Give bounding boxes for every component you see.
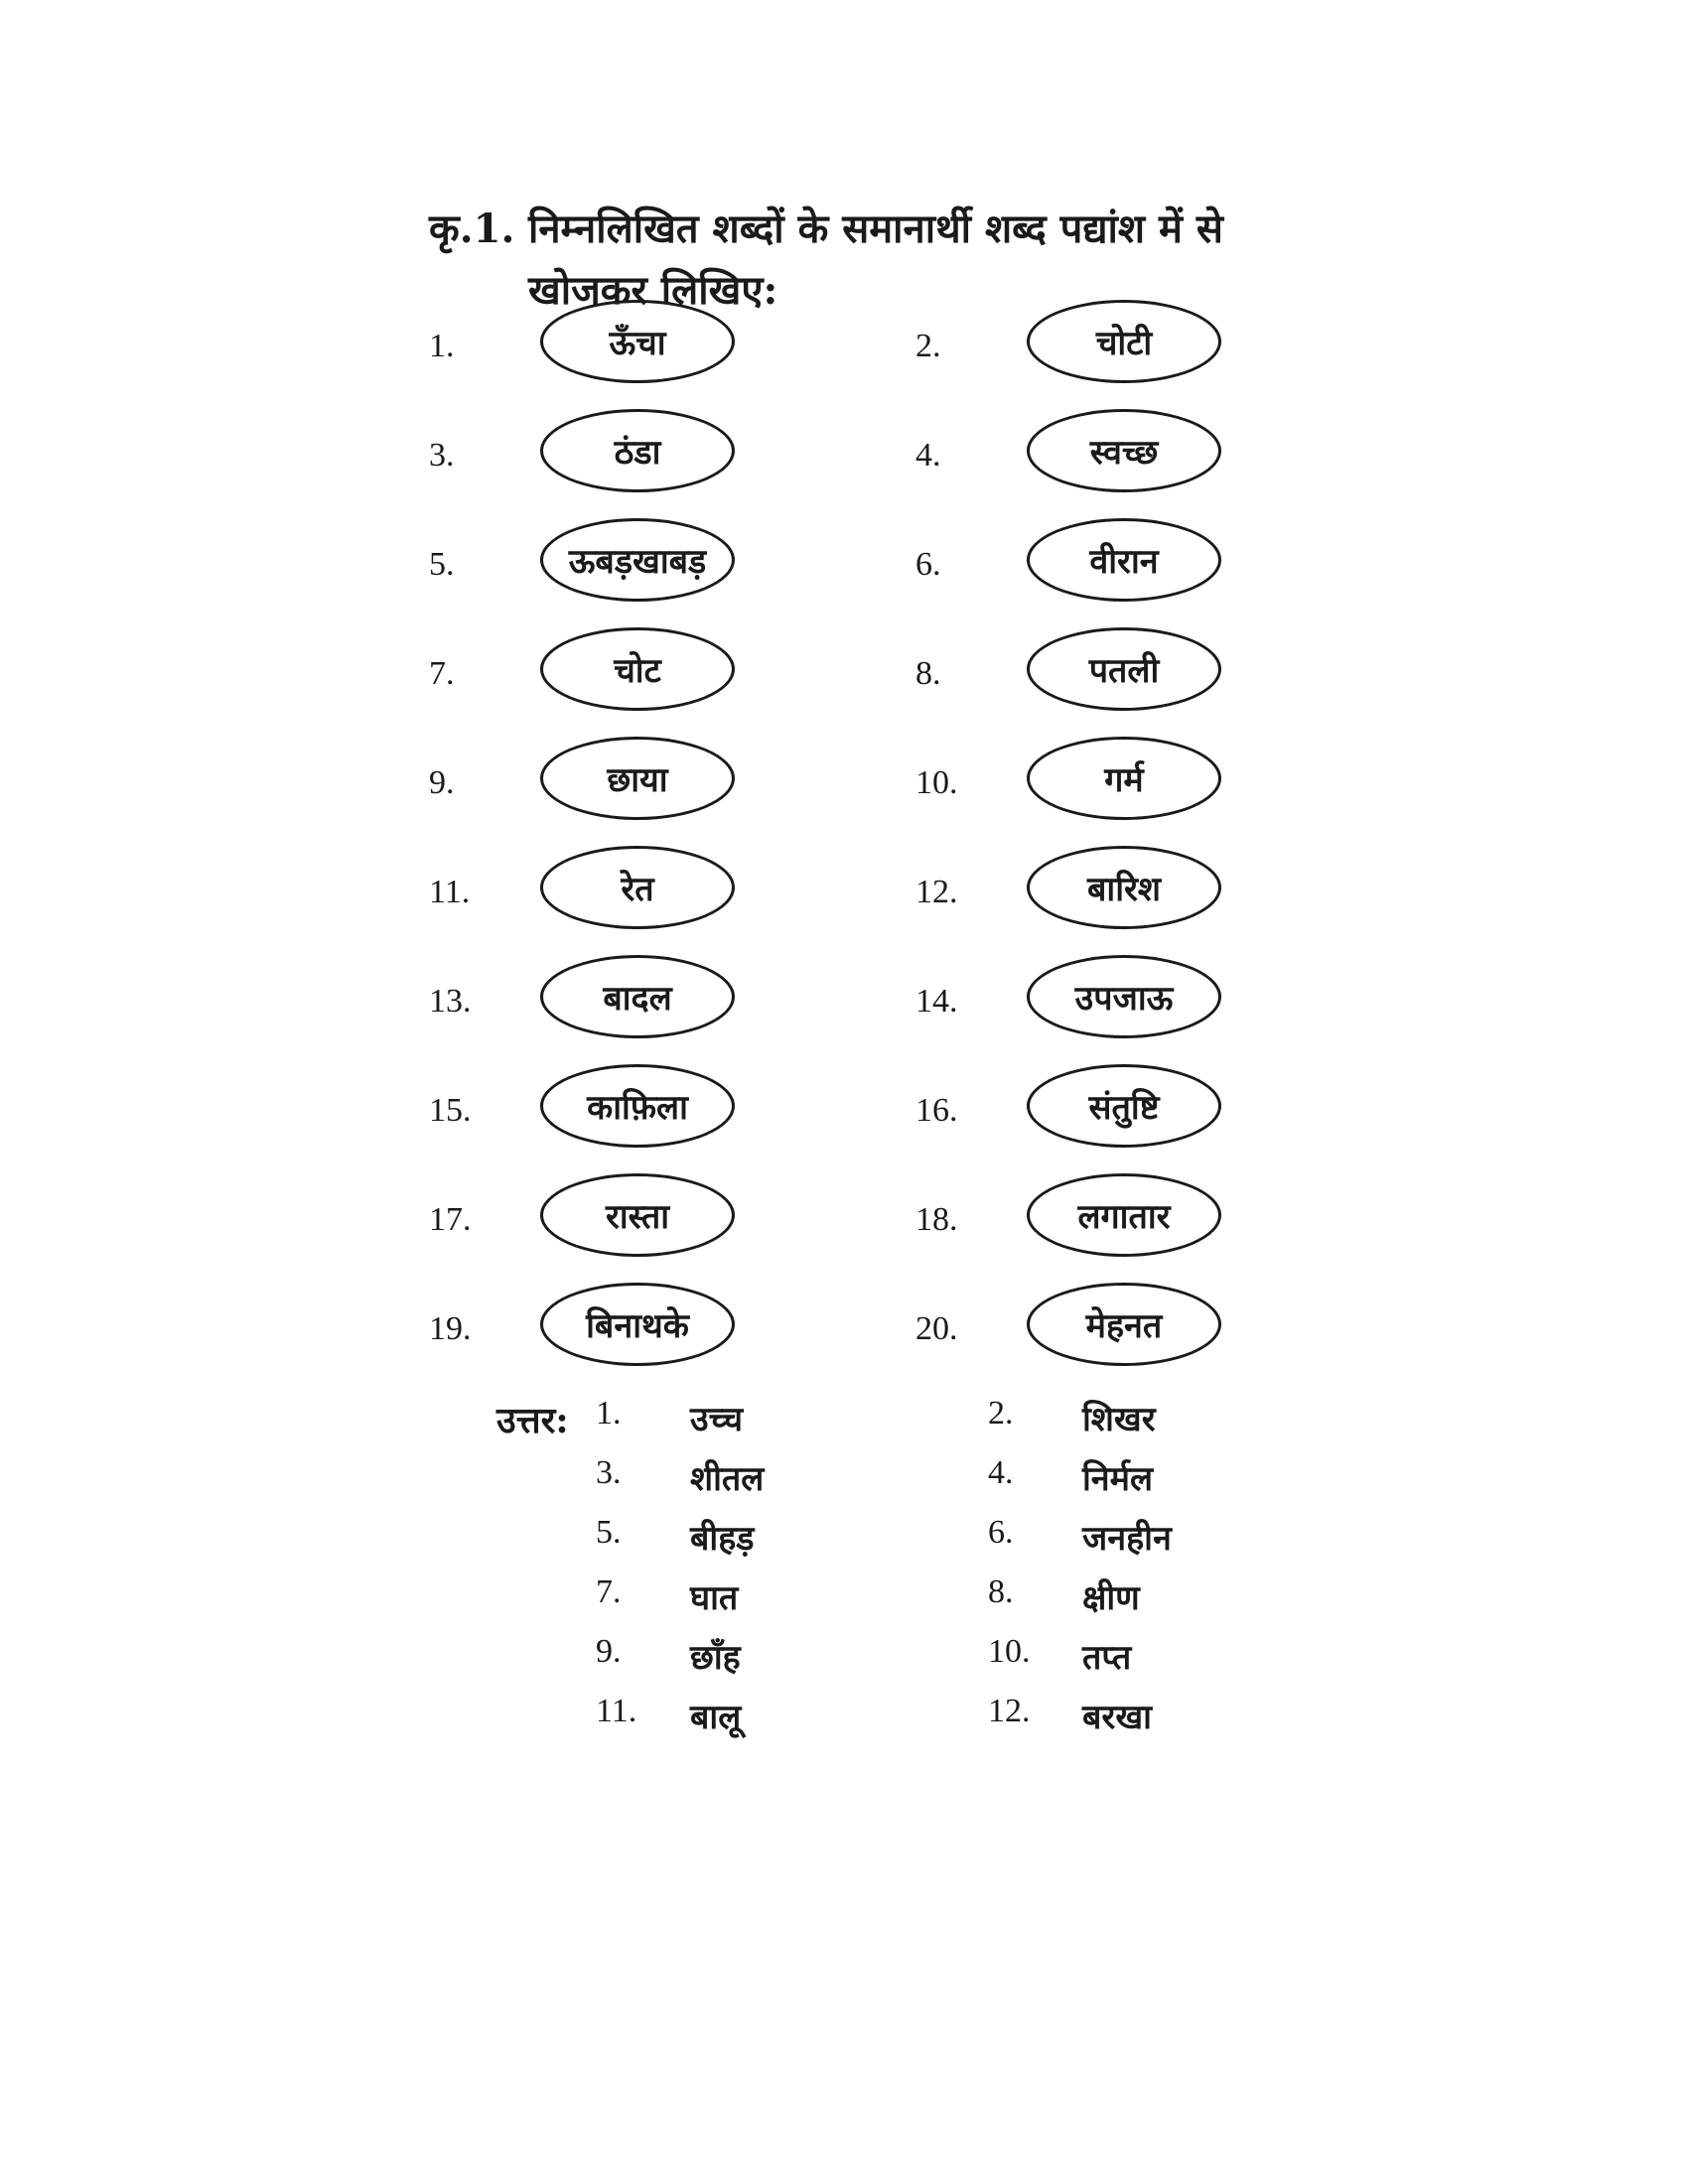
item-number: 13. [429, 983, 472, 1020]
item-number: 8. [915, 655, 941, 692]
answer-word: क्षीण [1082, 1578, 1140, 1618]
circled-word: चोट [540, 627, 735, 711]
grid-row [429, 735, 1263, 844]
item-number: 7. [429, 655, 455, 692]
answer-row [496, 1633, 1291, 1693]
circled-word: संतुष्टि [1027, 1064, 1221, 1148]
item-number: 1. [429, 328, 455, 364]
question-number: कृ.1. [429, 205, 515, 252]
answer-number: 6. [988, 1514, 1014, 1551]
circled-word: बादल [540, 955, 735, 1038]
item-number: 11. [429, 874, 471, 910]
answer-word: तप्त [1082, 1638, 1132, 1678]
question-text-line2: खोजकर लिखिए: [528, 267, 778, 314]
answer-word: शिखर [1082, 1400, 1156, 1439]
answer-row [496, 1514, 1291, 1573]
answer-number: 7. [596, 1573, 622, 1610]
grid-row [429, 407, 1263, 516]
answer-word: बालू [690, 1698, 742, 1737]
answer-word: बीहड़ [690, 1519, 755, 1559]
item-number: 10. [915, 764, 958, 801]
answer-row [496, 1573, 1291, 1633]
item-number: 9. [429, 764, 455, 801]
answer-word: छाँह [690, 1638, 741, 1678]
answer-number: 4. [988, 1454, 1014, 1491]
item-number: 14. [915, 983, 958, 1020]
answer-row [496, 1454, 1291, 1514]
grid-row [429, 516, 1263, 625]
answer-number: 3. [596, 1454, 622, 1491]
grid-row [429, 625, 1263, 735]
answer-word: बरखा [1082, 1698, 1152, 1737]
word-grid [429, 298, 1263, 1390]
answer-word: जनहीन [1082, 1519, 1172, 1559]
item-number: 16. [915, 1092, 958, 1129]
item-number: 20. [915, 1310, 958, 1347]
circled-word: ठंडा [540, 409, 735, 492]
circled-word: ऊँचा [540, 300, 735, 383]
answer-number: 11. [596, 1693, 637, 1729]
grid-row [429, 1281, 1263, 1390]
grid-row [429, 1062, 1263, 1171]
answer-word: घात [690, 1578, 739, 1618]
answer-row [496, 1693, 1291, 1752]
answer-word: निर्मल [1082, 1459, 1154, 1499]
circled-word: वीरान [1027, 518, 1221, 602]
answer-number: 1. [596, 1395, 622, 1432]
item-number: 5. [429, 546, 455, 583]
circled-word: लगातार [1027, 1173, 1221, 1257]
circled-word: मेहनत [1027, 1283, 1221, 1366]
circled-word: पतली [1027, 627, 1221, 711]
circled-word: रास्ता [540, 1173, 735, 1257]
item-number: 4. [915, 437, 941, 474]
circled-word: छाया [540, 737, 735, 820]
answer-word: शीतल [690, 1459, 765, 1499]
answer-number: 10. [988, 1633, 1031, 1670]
item-number: 3. [429, 437, 455, 474]
grid-row [429, 1171, 1263, 1281]
circled-word: ऊबड़खाबड़ [540, 518, 735, 602]
item-number: 15. [429, 1092, 472, 1129]
item-number: 19. [429, 1310, 472, 1347]
question-text-line1: निम्नलिखित शब्दों के समानार्थी शब्द पद्यांश में से [528, 205, 1223, 252]
circled-word: काफ़िला [540, 1064, 735, 1148]
grid-row [429, 953, 1263, 1062]
answer-row [496, 1395, 1291, 1454]
circled-word: चोटी [1027, 300, 1221, 383]
item-number: 6. [915, 546, 941, 583]
circled-word: स्वच्छ [1027, 409, 1221, 492]
answer-number: 2. [988, 1395, 1014, 1432]
grid-row [429, 844, 1263, 953]
answer-number: 12. [988, 1693, 1031, 1729]
answer-word: उच्च [690, 1400, 744, 1439]
circled-word: रेत [540, 846, 735, 929]
answer-number: 5. [596, 1514, 622, 1551]
circled-word: उपजाऊ [1027, 955, 1221, 1038]
circled-word: बिनाथके [540, 1283, 735, 1366]
item-number: 2. [915, 328, 941, 364]
grid-row [429, 298, 1263, 407]
answer-number: 8. [988, 1573, 1014, 1610]
item-number: 18. [915, 1201, 958, 1238]
item-number: 12. [915, 874, 958, 910]
answer-label: उत्तर: [496, 1400, 569, 1441]
answer-number: 9. [596, 1633, 622, 1670]
item-number: 17. [429, 1201, 472, 1238]
circled-word: गर्म [1027, 737, 1221, 820]
circled-word: बारिश [1027, 846, 1221, 929]
